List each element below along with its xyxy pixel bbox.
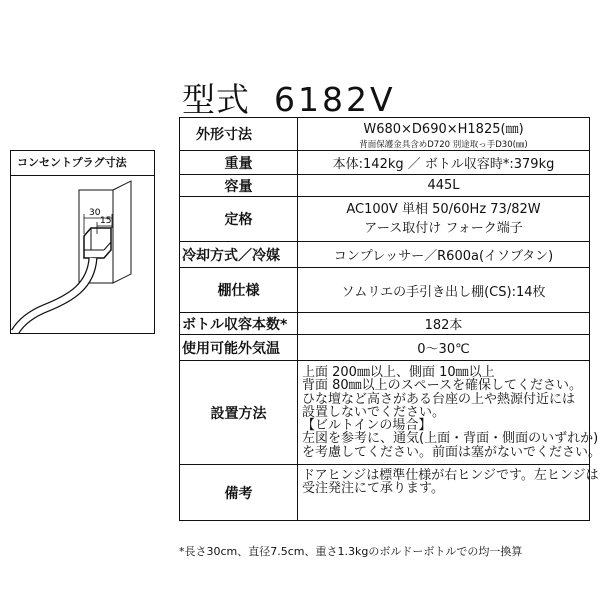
spec-value: ソムリエの手引き出し棚(CS):14枚 — [298, 268, 590, 313]
model-title — [182, 74, 396, 121]
spec-row — [180, 465, 590, 521]
install-line: 【ビルトインの場合】 — [302, 418, 432, 434]
spec-value-2: アース取付け フォーク端子 — [364, 221, 523, 236]
spec-row — [180, 118, 590, 151]
spec-row — [180, 268, 590, 313]
spec-row — [180, 175, 590, 197]
spec-value: AC100V 単相 50/60Hz 73/82W — [346, 202, 541, 217]
plug-heading: コンセントプラグ寸法 — [11, 151, 154, 176]
spec-label: 使用可能外気温 — [180, 335, 298, 361]
model-number: 6182V — [274, 80, 396, 119]
plug-diagram — [11, 176, 154, 333]
spec-subvalue: 背面保護金具含めD720 別途取っ手D30(㎜) — [359, 140, 528, 150]
dim-30-label: 30 — [89, 208, 101, 218]
spec-value: 182本 — [298, 313, 590, 335]
spec-label: 冷却方式／冷媒 — [180, 242, 298, 268]
install-line: ひな壇など高さがある台座の上や熱源付近には — [302, 391, 576, 407]
spec-row — [180, 335, 590, 361]
spec-value: コンプレッサー／R600a(イソブタン) — [298, 242, 590, 268]
dim-15-label: 15 — [100, 216, 112, 226]
spec-label: 外形寸法 — [180, 118, 298, 151]
remark-line: 受注発注にて承ります。 — [302, 481, 444, 497]
remark-line: ドアヒンジは標準仕様が右ヒンジです。左ヒンジは — [302, 468, 599, 483]
spec-value: 0～30℃ — [298, 335, 590, 361]
spec-label: 備考 — [180, 465, 298, 521]
spec-value: W680×D690×H1825(㎜) — [363, 122, 524, 137]
model-label: 型式 — [182, 80, 250, 119]
spec-row — [180, 151, 590, 175]
plug-dimension-box — [10, 150, 155, 334]
spec-row — [180, 361, 590, 465]
install-line: 背面 80㎜以上のスペースを確保してください。 — [302, 378, 583, 394]
install-line: 設置しないでください。 — [302, 404, 446, 420]
spec-row — [180, 313, 590, 335]
install-line: 上面 200㎜以上、側面 10㎜以上 — [302, 364, 495, 380]
spec-table — [179, 117, 602, 521]
spec-label: 設置方法 — [180, 361, 298, 465]
spec-row — [180, 242, 590, 268]
spec-label: ボトル収容本数* — [180, 313, 298, 335]
spec-value: 本体:142kg ／ ボトル収容時*:379kg — [298, 151, 590, 175]
spec-label: 定格 — [180, 197, 298, 242]
spec-label: 重量 — [180, 151, 298, 175]
install-line: 左図を参考に、通気(上面・背面・側面のいずれか) — [302, 431, 599, 447]
spec-value: 445L — [298, 175, 590, 197]
spec-label: 容量 — [180, 175, 298, 197]
footnote: *長さ30cm、直径7.5cm、重さ1.3kgのボルドーボトルでの均一換算 — [179, 545, 523, 558]
install-line: を考慮してください。前面は塞がないでください。 — [302, 444, 602, 460]
spec-label: 棚仕様 — [180, 268, 298, 313]
spec-row — [180, 197, 590, 242]
